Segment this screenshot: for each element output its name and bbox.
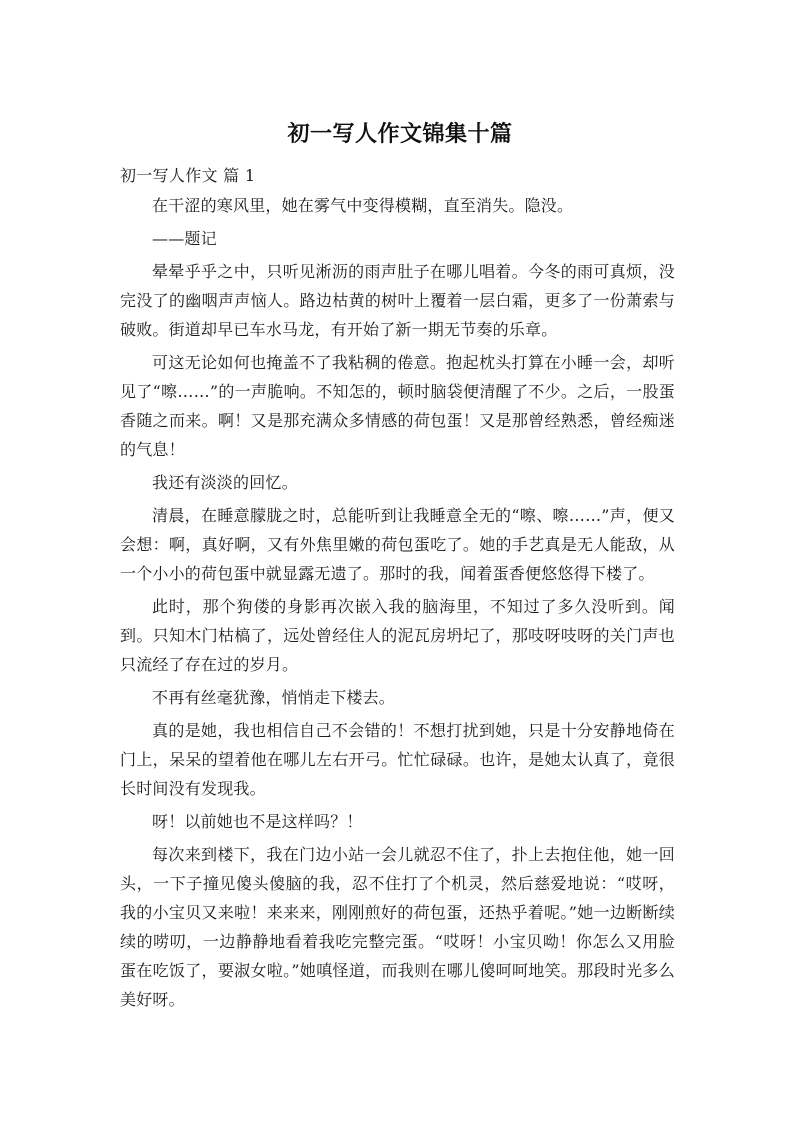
paragraph: ——题记 [152,229,217,248]
paragraph: 此时，那个狗偻的身影再次嵌入我的脑海里，不知过了多久没听到。闻到。只知木门枯槁了，远处曾经住人的泥瓦房坍圮了，那吱呀吱呀的关门声也只流经了存在过的岁月。 [120,597,675,674]
paragraph: 真的是她，我也相信自己不会错的！不想打扰到她，只是十分安静地倚在门上，呆呆的望着他在哪儿左右开弓。忙忙碌碌。也许，是她太认真了，竟很长时间没有发现我。 [120,721,675,798]
document-title: 初一写人作文锦集十篇 [287,122,513,147]
paragraph: 不再有丝毫犹豫，悄悄走下楼去。 [152,688,396,707]
paragraph: 清晨，在睡意朦胧之时，总能听到让我睡意全无的“嚓、嚓……”声，便又会想：啊，真好啊，又有外焦里嫩的荷包蛋吃了。她的手艺真是无人能敌，从一个小小的荷包蛋中就显露无遗了。那时的我，闻着蛋香便悠悠得下楼了。 [120,506,675,583]
paragraph: 可这无论如何也掩盖不了我粘稠的倦意。抱起枕头打算在小睡一会，却听见了“嚓……”的一声脆响。不知怎的，顿时脑袋便清醒了不少。之后，一股蛋香随之而来。啊！又是那充满众多情感的荷包蛋！又是那曾经熟悉，曾经痴迷的气息！ [120,353,675,459]
paragraph: 呀！以前她也不是这样吗？！ [152,812,363,831]
paragraph: 在干涩的寒风里，她在雾气中变得模糊，直至消失。隐没。 [152,196,574,215]
document-body [120,161,675,1018]
section-heading: 初一写人作文 篇 1 [120,166,256,185]
paragraph: 每次来到楼下，我在门边小站一会儿就忍不住了，扑上去抱住他，她一回头，一下子撞见傻头傻脑的我，忍不住打了个机灵，然后慈爱地说：“哎呀，我的小宝贝又来啦！来来来，刚刚煎好的荷包蛋，还热乎着呢。”她一边断断续续的唠叨，一边静静地看着我吃完整完蛋。“哎呀！小宝贝呦！你怎么又用脸蛋在吃饭了，要淑女啦。”她嗔怪道，而我则在哪儿傻呵呵地笑。那段时光多么美好呀。 [120,845,675,1009]
paragraph: 我还有淡淡的回忆。 [152,473,298,492]
paragraph: 晕晕乎乎之中，只听见淅沥的雨声肚子在哪儿唱着。今冬的雨可真烦，没完没了的幽咽声声恼人。路边枯黄的树叶上覆着一层白霜，更多了一份萧索与破败。街道却早已车水马龙，有开始了新一期无节奏的乐章。 [120,262,675,339]
